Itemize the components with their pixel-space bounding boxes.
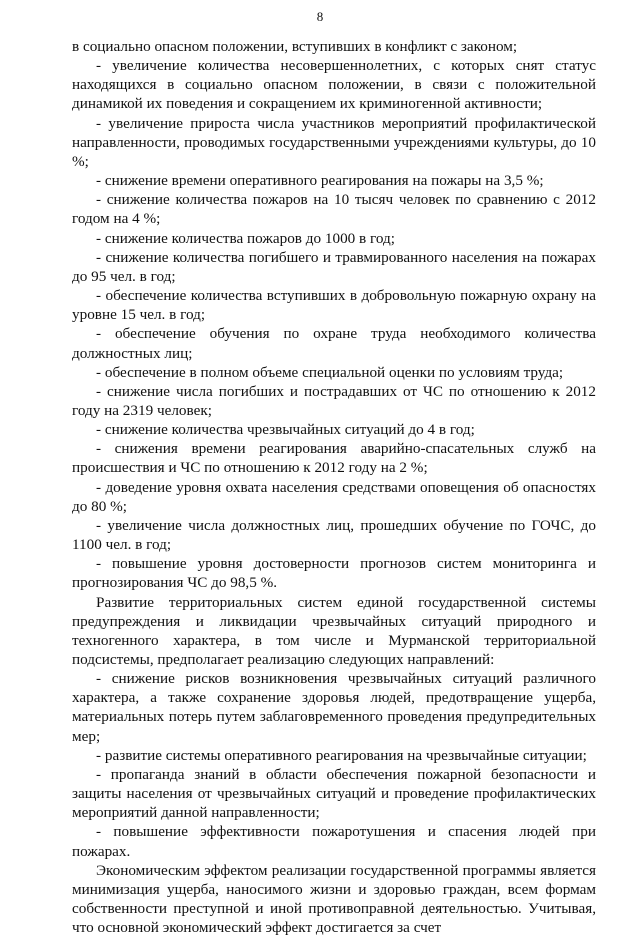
list-item: - развитие системы оперативного реагирования на чрезвычайные ситуации; [96,746,587,764]
list-item: - снижение количества чрезвычайных ситуаций до 4 в год; [96,421,475,439]
paragraph: в социально опасном положении, вступивших в конфликт с законом; [72,38,518,55]
list-item: - увеличение прироста числа участников мероприятий профилактической направленности, проводимых государственными учреждениями культуры, до 10 %; [72,114,596,170]
list-item: - увеличение числа должностных лиц, прошедших обучение по ГОЧС, до 1100 чел. в год; [72,516,596,554]
page-number: 8 [316,9,324,24]
list-item: - снижение рисков возникновения чрезвычайных ситуаций различного характера, а также сохранение здоровья людей, предотвращение ущерба, материальных потерь путем заблаговременного проведения предупредительных мер; [72,670,596,745]
list-item: - снижение времени оперативного реагирования на пожары на 3,5 %; [96,172,544,190]
list-item: - снижение числа погибших и пострадавших от ЧС по отношению к 2012 году на 2319 человек; [72,382,596,419]
list-item: - снижение количества пожаров до 1000 в год; [96,229,395,247]
list-item: - снижения времени реагирования аварийно-спасательных служб на происшествия и ЧС по отношению к 2012 году на 2 %; [72,440,596,477]
list-item: - пропаганда знаний в области обеспечения пожарной безопасности и защиты населения от чрезвычайных ситуаций и проведение профилактических мероприятий данной направленности; [72,765,596,822]
list-item: - снижение количества погибшего и травмированного населения на пожарах до 95 чел. в год; [72,248,596,285]
list-item: - доведение уровня охвата населения средствами оповещения об опасностях до 80 %; [72,478,596,515]
list-item: - снижение количества пожаров на 10 тысяч человек по сравнению с 2012 годом на 4 %; [72,191,596,228]
list-item: - повышение эффективности пожаротушения и спасения людей при пожарах. [72,823,596,860]
paragraph: Экономическим эффектом реализации государственной программы является минимизация ущерба, наносимого жизни и здоровью граждан, всем формам собственности преступной и иной противоправной деятельностью. Учитывая, что основной экономический эффект достигается за счет [72,861,596,937]
list-item: - обеспечение обучения по охране труда необходимого количества должностных лиц; [72,325,596,362]
list-item: - повышение уровня достоверности прогнозов систем мониторинга и прогнозирования ЧС до 98,5 %. [72,555,596,592]
list-item: - обеспечение в полном объеме специальной оценки по условиям труда; [96,363,564,381]
list-item: - увеличение количества несовершеннолетних, с которых снят статус находящихся в социально опасном положении, в связи с положительной динамикой их поведения и сокращением их криминогенной активности; [72,57,596,113]
document-body [72,37,596,937]
paragraph: Развитие территориальных систем единой государственной системы предупреждения и ликвидации чрезвычайных ситуаций природного и техногенного характера, в том числе и Мурманской территориальной подсистемы, предполагает реализацию следующих направлений: [72,593,596,668]
list-item: - обеспечение количества вступивших в добровольную пожарную охрану на уровне 15 чел. в год; [72,287,596,324]
